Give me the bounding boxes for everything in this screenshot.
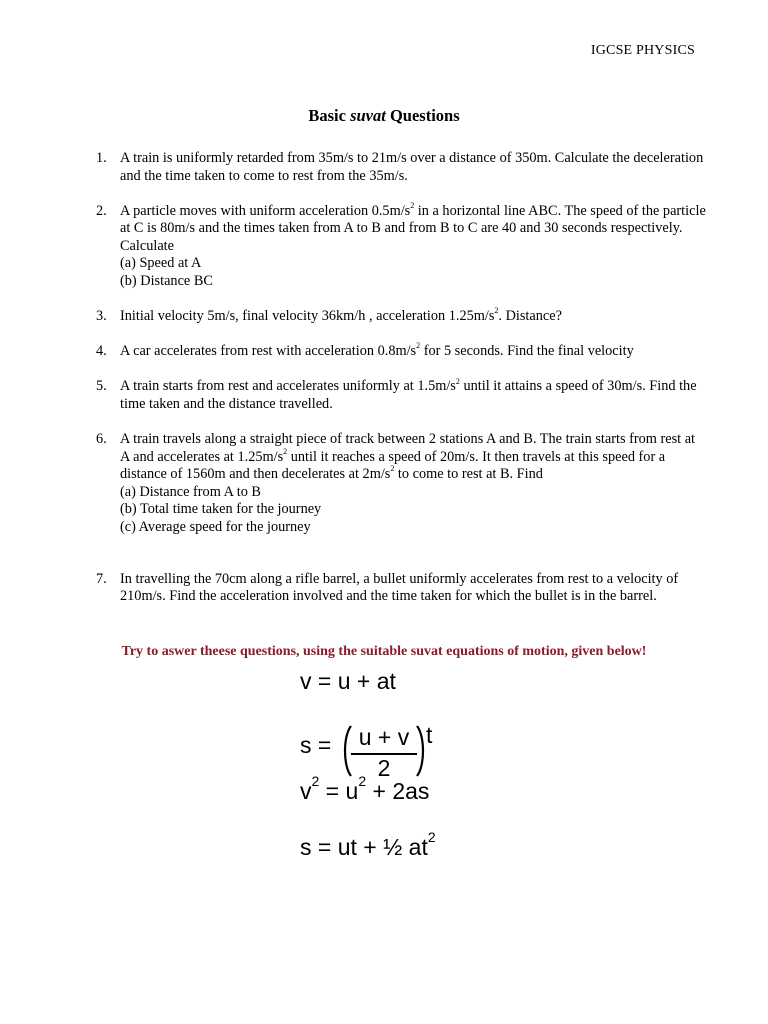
title-suffix: Questions xyxy=(385,106,460,125)
superscript: 2 xyxy=(455,376,460,386)
eq2-lhs: s = xyxy=(300,732,332,758)
question-3 xyxy=(96,308,706,326)
question-part: (b) Total time taken for the journey xyxy=(120,501,322,518)
question-number: 3. xyxy=(96,308,107,325)
eq3-sup2: 2 xyxy=(358,773,367,790)
question-text-cont: until it reaches a speed of 20m/s. It then travels at this speed for a distance of 1560m and then decelerates at 2m/s xyxy=(120,448,666,483)
superscript: 2 xyxy=(494,306,499,316)
question-text: A particle moves with uniform acceleration 0.5m/s xyxy=(120,202,411,219)
question-text-cont: in a horizontal line ABC. The speed of the particle at C is 80m/s and the times taken from A to B and from B to C are 40 and 30 seconds respectively. Calculate xyxy=(120,202,706,254)
question-number: 7. xyxy=(96,570,107,587)
question-text: A car accelerates from rest with acceleration 0.8m/s xyxy=(120,343,417,360)
question-2 xyxy=(96,200,706,291)
eq4-sup: 2 xyxy=(427,829,436,846)
question-text: Initial velocity 5m/s, final velocity 36km/h , acceleration 1.25m/s xyxy=(120,308,495,325)
eq3-sup1: 2 xyxy=(311,773,320,790)
question-list xyxy=(96,150,706,623)
instruction-text: Try to aswer theese questions, using the suitable suvat equations of motion, given below! xyxy=(121,644,647,659)
question-text-cont: for 5 seconds. Find the final velocity xyxy=(420,343,634,360)
question-text-end: to come to rest at B. Find xyxy=(394,466,543,483)
eq3-mid: = u xyxy=(319,778,359,804)
question-text: In travelling the 70cm along a rifle barrel, a bullet uniformly accelerates from rest to a velocity of 210m/s. Find the acceleration involved and the time taken for which the bullet is in the barrel. xyxy=(120,570,679,605)
superscript: 2 xyxy=(410,200,415,210)
question-part: (b) Distance BC xyxy=(120,273,213,290)
question-6 xyxy=(96,431,706,537)
eq2-numerator: u + v xyxy=(358,724,410,750)
question-number: 2. xyxy=(96,202,107,219)
question-number: 5. xyxy=(96,378,107,395)
question-5 xyxy=(96,378,706,413)
title-italic: suvat xyxy=(350,106,386,125)
question-number: 4. xyxy=(96,343,107,360)
eq2-t: t xyxy=(426,722,433,748)
question-part: (c) Average speed for the journey xyxy=(120,519,311,535)
eq4-main: s = ut + ½ at xyxy=(300,834,428,860)
superscript: 2 xyxy=(390,464,395,474)
question-text: A train is uniformly retarded from 35m/s to 21m/s over a distance of 350m. Calculate the deceleration and the time taken to come to rest from the 35m/s. xyxy=(120,150,704,184)
question-number: 1. xyxy=(96,150,107,166)
equation-s-ut-half-at2 xyxy=(300,829,436,861)
question-number: 6. xyxy=(96,431,107,448)
eq3-v: v xyxy=(300,778,312,804)
question-7 xyxy=(96,571,706,606)
course-header: IGCSE PHYSICS xyxy=(590,43,695,58)
question-text: A train starts from rest and accelerates uniformly at 1.5m/s xyxy=(120,378,456,395)
equation-v-u-at: v = u + at xyxy=(300,668,396,694)
question-part: (a) Distance from A to B xyxy=(120,483,261,500)
eq3-end: + 2as xyxy=(366,778,430,804)
question-1 xyxy=(96,150,706,185)
question-text-cont: . Distance? xyxy=(498,308,562,325)
question-text-cont: until it attains a speed of 30m/s. Find the time taken and the distance travelled. xyxy=(120,378,697,412)
question-part: (a) Speed at A xyxy=(120,255,202,272)
question-text: A train travels along a straight piece of track between 2 stations A and B. The train starts from rest at A and accelerates at 1.25m/s xyxy=(120,431,696,465)
eq2-denominator: 2 xyxy=(377,755,391,781)
page-title xyxy=(0,106,768,126)
question-4 xyxy=(96,343,706,361)
superscript: 2 xyxy=(283,446,288,456)
equation-v2-u2-2as xyxy=(300,773,430,805)
superscript: 2 xyxy=(416,341,421,351)
title-prefix: Basic xyxy=(308,106,351,125)
